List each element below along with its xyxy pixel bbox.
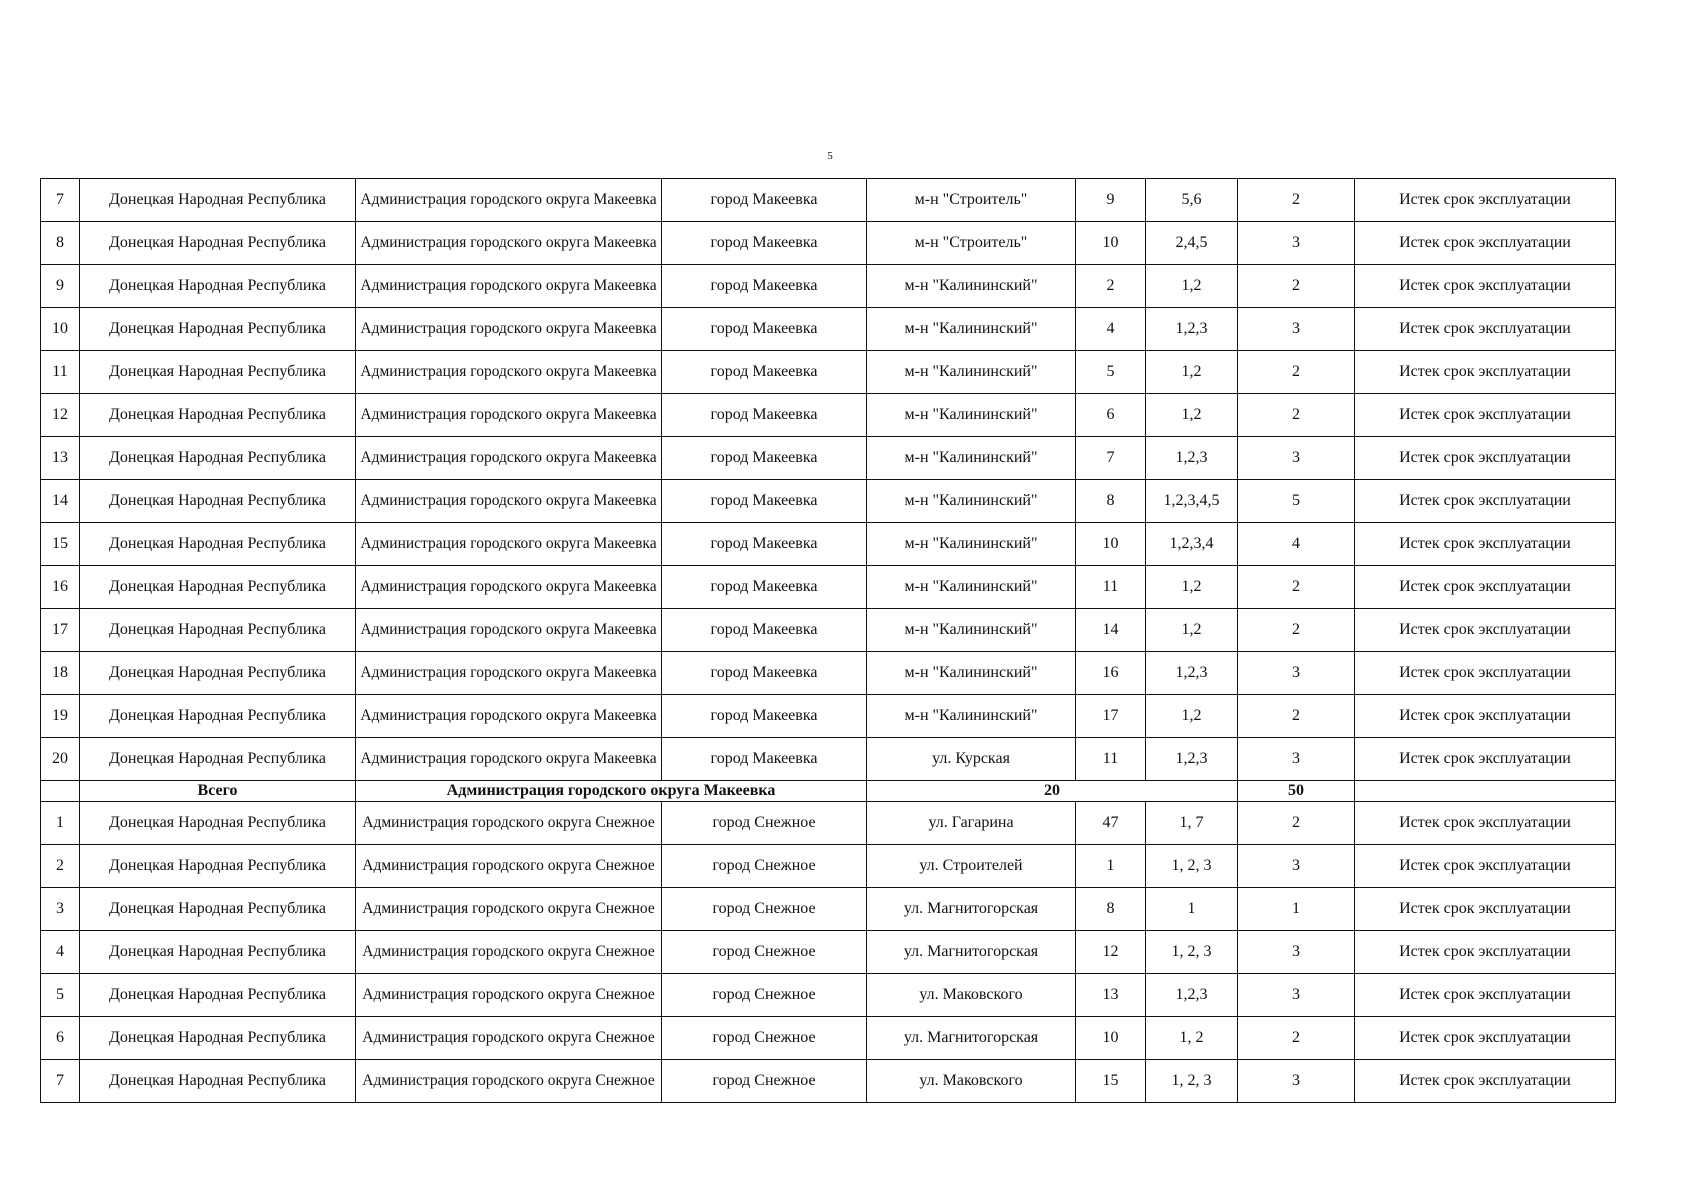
street-cell: м-н "Калининский" — [867, 265, 1076, 308]
table-row — [41, 308, 1616, 351]
city-cell: город Макеевка — [662, 437, 867, 480]
count-cell: 1 — [1238, 888, 1355, 931]
count-cell: 3 — [1238, 931, 1355, 974]
street-cell: м-н "Строитель" — [867, 179, 1076, 222]
reason-cell: Истек срок эксплуатации — [1355, 609, 1616, 652]
total-count-cell: 50 — [1238, 781, 1355, 802]
house-number-cell: 8 — [1076, 480, 1146, 523]
city-cell: город Снежное — [662, 1017, 867, 1060]
count-cell: 4 — [1238, 523, 1355, 566]
reason-cell: Истек срок эксплуатации — [1355, 931, 1616, 974]
count-cell: 2 — [1238, 265, 1355, 308]
table-row — [41, 566, 1616, 609]
row-number-cell: 11 — [41, 351, 80, 394]
house-number-cell: 12 — [1076, 931, 1146, 974]
count-cell: 3 — [1238, 845, 1355, 888]
administration-cell: Администрация городского округа Макеевка — [356, 566, 662, 609]
entrances-cell: 1 — [1146, 888, 1238, 931]
house-number-cell: 13 — [1076, 974, 1146, 1017]
table-row — [41, 845, 1616, 888]
republic-cell: Донецкая Народная Республика — [80, 931, 356, 974]
city-cell: город Макеевка — [662, 609, 867, 652]
row-number-cell: 17 — [41, 609, 80, 652]
city-cell: город Макеевка — [662, 523, 867, 566]
house-number-cell: 2 — [1076, 265, 1146, 308]
table-row — [41, 738, 1616, 781]
administration-cell: Администрация городского округа Снежное — [356, 888, 662, 931]
row-number-cell: 19 — [41, 695, 80, 738]
city-cell: город Снежное — [662, 802, 867, 845]
entrances-cell: 1, 2 — [1146, 1017, 1238, 1060]
republic-cell: Донецкая Народная Республика — [80, 351, 356, 394]
count-cell: 2 — [1238, 351, 1355, 394]
administration-cell: Администрация городского округа Макеевка — [356, 738, 662, 781]
table-row — [41, 931, 1616, 974]
republic-cell: Донецкая Народная Республика — [80, 523, 356, 566]
house-number-cell: 14 — [1076, 609, 1146, 652]
row-number-cell: 2 — [41, 845, 80, 888]
entrances-cell: 1,2,3,4 — [1146, 523, 1238, 566]
count-cell: 3 — [1238, 974, 1355, 1017]
total-reason-empty-cell — [1355, 781, 1616, 802]
city-cell: город Макеевка — [662, 222, 867, 265]
house-number-cell: 17 — [1076, 695, 1146, 738]
house-number-cell: 8 — [1076, 888, 1146, 931]
reason-cell: Истек срок эксплуатации — [1355, 222, 1616, 265]
city-cell: город Снежное — [662, 931, 867, 974]
house-number-cell: 11 — [1076, 566, 1146, 609]
street-cell: ул. Магнитогорская — [867, 1017, 1076, 1060]
republic-cell: Донецкая Народная Республика — [80, 1060, 356, 1103]
republic-cell: Донецкая Народная Республика — [80, 1017, 356, 1060]
house-number-cell: 16 — [1076, 652, 1146, 695]
administration-cell: Администрация городского округа Снежное — [356, 1060, 662, 1103]
reason-cell: Истек срок эксплуатации — [1355, 974, 1616, 1017]
entrances-cell: 1,2,3 — [1146, 437, 1238, 480]
reason-cell: Истек срок эксплуатации — [1355, 308, 1616, 351]
city-cell: город Снежное — [662, 845, 867, 888]
republic-cell: Донецкая Народная Республика — [80, 738, 356, 781]
reason-cell: Истек срок эксплуатации — [1355, 695, 1616, 738]
house-number-cell: 7 — [1076, 437, 1146, 480]
row-number-cell: 7 — [41, 1060, 80, 1103]
house-number-cell: 9 — [1076, 179, 1146, 222]
row-number-cell: 20 — [41, 738, 80, 781]
reason-cell: Истек срок эксплуатации — [1355, 523, 1616, 566]
reason-cell: Истек срок эксплуатации — [1355, 265, 1616, 308]
city-cell: город Макеевка — [662, 179, 867, 222]
house-number-cell: 10 — [1076, 1017, 1146, 1060]
street-cell: м-н "Калининский" — [867, 480, 1076, 523]
page-number: 5 — [827, 150, 833, 162]
city-cell: город Макеевка — [662, 566, 867, 609]
reason-cell: Истек срок эксплуатации — [1355, 738, 1616, 781]
table-row — [41, 1017, 1616, 1060]
entrances-cell: 1,2,3 — [1146, 738, 1238, 781]
republic-cell: Донецкая Народная Республика — [80, 609, 356, 652]
house-number-cell: 47 — [1076, 802, 1146, 845]
count-cell: 2 — [1238, 179, 1355, 222]
house-number-cell: 4 — [1076, 308, 1146, 351]
table-row — [41, 974, 1616, 1017]
reason-cell: Истек срок эксплуатации — [1355, 652, 1616, 695]
row-number-cell: 16 — [41, 566, 80, 609]
house-number-cell: 11 — [1076, 738, 1146, 781]
administration-cell: Администрация городского округа Макеевка — [356, 394, 662, 437]
table-row — [41, 609, 1616, 652]
republic-cell: Донецкая Народная Республика — [80, 695, 356, 738]
street-cell: ул. Строителей — [867, 845, 1076, 888]
administration-cell: Администрация городского округа Макеевка — [356, 652, 662, 695]
row-number-cell: 14 — [41, 480, 80, 523]
republic-cell: Донецкая Народная Республика — [80, 179, 356, 222]
street-cell: м-н "Калининский" — [867, 566, 1076, 609]
entrances-cell: 1, 2, 3 — [1146, 845, 1238, 888]
row-number-cell: 9 — [41, 265, 80, 308]
street-cell: м-н "Калининский" — [867, 394, 1076, 437]
city-cell: город Макеевка — [662, 394, 867, 437]
table-row — [41, 394, 1616, 437]
administration-cell: Администрация городского округа Макеевка — [356, 523, 662, 566]
total-label-cell: Всего — [80, 781, 356, 802]
entrances-cell: 5,6 — [1146, 179, 1238, 222]
entrances-cell: 1,2 — [1146, 394, 1238, 437]
row-number-cell: 5 — [41, 974, 80, 1017]
entrances-cell: 1, 7 — [1146, 802, 1238, 845]
reason-cell: Истек срок эксплуатации — [1355, 480, 1616, 523]
table-row — [41, 480, 1616, 523]
entrances-cell: 1,2 — [1146, 695, 1238, 738]
administration-cell: Администрация городского округа Макеевка — [356, 695, 662, 738]
city-cell: город Макеевка — [662, 265, 867, 308]
entrances-cell: 1, 2, 3 — [1146, 931, 1238, 974]
administration-cell: Администрация городского округа Макеевка — [356, 437, 662, 480]
administration-cell: Администрация городского округа Снежное — [356, 1017, 662, 1060]
house-number-cell: 6 — [1076, 394, 1146, 437]
entrances-cell: 1,2 — [1146, 265, 1238, 308]
table-body — [41, 179, 1616, 1103]
reason-cell: Истек срок эксплуатации — [1355, 179, 1616, 222]
reason-cell: Истек срок эксплуатации — [1355, 1017, 1616, 1060]
administration-cell: Администрация городского округа Снежное — [356, 974, 662, 1017]
count-cell: 3 — [1238, 222, 1355, 265]
table-row — [41, 179, 1616, 222]
count-cell: 2 — [1238, 695, 1355, 738]
administration-cell: Администрация городского округа Снежное — [356, 802, 662, 845]
city-cell: город Макеевка — [662, 351, 867, 394]
total-administration-cell: Администрация городского округа Макеевка — [356, 781, 867, 802]
total-row — [41, 781, 1616, 802]
administration-cell: Администрация городского округа Снежное — [356, 845, 662, 888]
reason-cell: Истек срок эксплуатации — [1355, 566, 1616, 609]
house-number-cell: 1 — [1076, 845, 1146, 888]
table-row — [41, 695, 1616, 738]
house-number-cell: 5 — [1076, 351, 1146, 394]
entrances-cell: 1,2,3 — [1146, 308, 1238, 351]
administration-cell: Администрация городского округа Макеевка — [356, 222, 662, 265]
street-cell: м-н "Калининский" — [867, 609, 1076, 652]
entrances-cell: 1,2 — [1146, 609, 1238, 652]
count-cell: 3 — [1238, 308, 1355, 351]
street-cell: м-н "Калининский" — [867, 523, 1076, 566]
street-cell: м-н "Калининский" — [867, 308, 1076, 351]
house-number-cell: 10 — [1076, 222, 1146, 265]
count-cell: 3 — [1238, 1060, 1355, 1103]
count-cell: 2 — [1238, 802, 1355, 845]
row-number-cell: 15 — [41, 523, 80, 566]
street-cell: м-н "Калининский" — [867, 652, 1076, 695]
city-cell: город Макеевка — [662, 738, 867, 781]
republic-cell: Донецкая Народная Республика — [80, 888, 356, 931]
administration-cell: Администрация городского округа Снежное — [356, 931, 662, 974]
row-number-cell: 8 — [41, 222, 80, 265]
street-cell: ул. Гагарина — [867, 802, 1076, 845]
total-empty-cell — [41, 781, 80, 802]
administration-cell: Администрация городского округа Макеевка — [356, 609, 662, 652]
row-number-cell: 6 — [41, 1017, 80, 1060]
row-number-cell: 4 — [41, 931, 80, 974]
city-cell: город Снежное — [662, 974, 867, 1017]
entrances-cell: 1,2 — [1146, 351, 1238, 394]
republic-cell: Донецкая Народная Республика — [80, 437, 356, 480]
street-cell: м-н "Строитель" — [867, 222, 1076, 265]
count-cell: 3 — [1238, 738, 1355, 781]
house-number-cell: 10 — [1076, 523, 1146, 566]
street-cell: м-н "Калининский" — [867, 351, 1076, 394]
reason-cell: Истек срок эксплуатации — [1355, 437, 1616, 480]
row-number-cell: 18 — [41, 652, 80, 695]
entrances-cell: 1,2 — [1146, 566, 1238, 609]
total-houses-cell: 20 — [867, 781, 1238, 802]
row-number-cell: 1 — [41, 802, 80, 845]
row-number-cell: 10 — [41, 308, 80, 351]
entrances-cell: 1, 2, 3 — [1146, 1060, 1238, 1103]
count-cell: 2 — [1238, 394, 1355, 437]
table-row — [41, 351, 1616, 394]
row-number-cell: 7 — [41, 179, 80, 222]
entrances-cell: 1,2,3 — [1146, 974, 1238, 1017]
street-cell: ул. Маковского — [867, 1060, 1076, 1103]
table-row — [41, 1060, 1616, 1103]
republic-cell: Донецкая Народная Республика — [80, 845, 356, 888]
republic-cell: Донецкая Народная Республика — [80, 308, 356, 351]
republic-cell: Донецкая Народная Республика — [80, 566, 356, 609]
reason-cell: Истек срок эксплуатации — [1355, 888, 1616, 931]
republic-cell: Донецкая Народная Республика — [80, 480, 356, 523]
count-cell: 2 — [1238, 1017, 1355, 1060]
row-number-cell: 3 — [41, 888, 80, 931]
republic-cell: Донецкая Народная Республика — [80, 974, 356, 1017]
table-row — [41, 222, 1616, 265]
reason-cell: Истек срок эксплуатации — [1355, 351, 1616, 394]
count-cell: 5 — [1238, 480, 1355, 523]
republic-cell: Донецкая Народная Республика — [80, 394, 356, 437]
housing-table — [40, 178, 1616, 1103]
street-cell: м-н "Калининский" — [867, 437, 1076, 480]
street-cell: м-н "Калининский" — [867, 695, 1076, 738]
city-cell: город Макеевка — [662, 695, 867, 738]
republic-cell: Донецкая Народная Республика — [80, 222, 356, 265]
street-cell: ул. Маковского — [867, 974, 1076, 1017]
city-cell: город Снежное — [662, 1060, 867, 1103]
city-cell: город Макеевка — [662, 480, 867, 523]
republic-cell: Донецкая Народная Республика — [80, 652, 356, 695]
street-cell: ул. Магнитогорская — [867, 888, 1076, 931]
republic-cell: Донецкая Народная Республика — [80, 802, 356, 845]
administration-cell: Администрация городского округа Макеевка — [356, 351, 662, 394]
city-cell: город Макеевка — [662, 308, 867, 351]
table-row — [41, 652, 1616, 695]
count-cell: 3 — [1238, 437, 1355, 480]
street-cell: ул. Магнитогорская — [867, 931, 1076, 974]
row-number-cell: 12 — [41, 394, 80, 437]
street-cell: ул. Курская — [867, 738, 1076, 781]
city-cell: город Макеевка — [662, 652, 867, 695]
reason-cell: Истек срок эксплуатации — [1355, 845, 1616, 888]
count-cell: 2 — [1238, 609, 1355, 652]
reason-cell: Истек срок эксплуатации — [1355, 1060, 1616, 1103]
republic-cell: Донецкая Народная Республика — [80, 265, 356, 308]
table-row — [41, 802, 1616, 845]
entrances-cell: 1,2,3,4,5 — [1146, 480, 1238, 523]
count-cell: 2 — [1238, 566, 1355, 609]
table-row — [41, 888, 1616, 931]
row-number-cell: 13 — [41, 437, 80, 480]
administration-cell: Администрация городского округа Макеевка — [356, 265, 662, 308]
administration-cell: Администрация городского округа Макеевка — [356, 480, 662, 523]
house-number-cell: 15 — [1076, 1060, 1146, 1103]
reason-cell: Истек срок эксплуатации — [1355, 394, 1616, 437]
entrances-cell: 2,4,5 — [1146, 222, 1238, 265]
table-row — [41, 523, 1616, 566]
city-cell: город Снежное — [662, 888, 867, 931]
reason-cell: Истек срок эксплуатации — [1355, 802, 1616, 845]
table-row — [41, 437, 1616, 480]
administration-cell: Администрация городского округа Макеевка — [356, 308, 662, 351]
table-row — [41, 265, 1616, 308]
administration-cell: Администрация городского округа Макеевка — [356, 179, 662, 222]
entrances-cell: 1,2,3 — [1146, 652, 1238, 695]
count-cell: 3 — [1238, 652, 1355, 695]
